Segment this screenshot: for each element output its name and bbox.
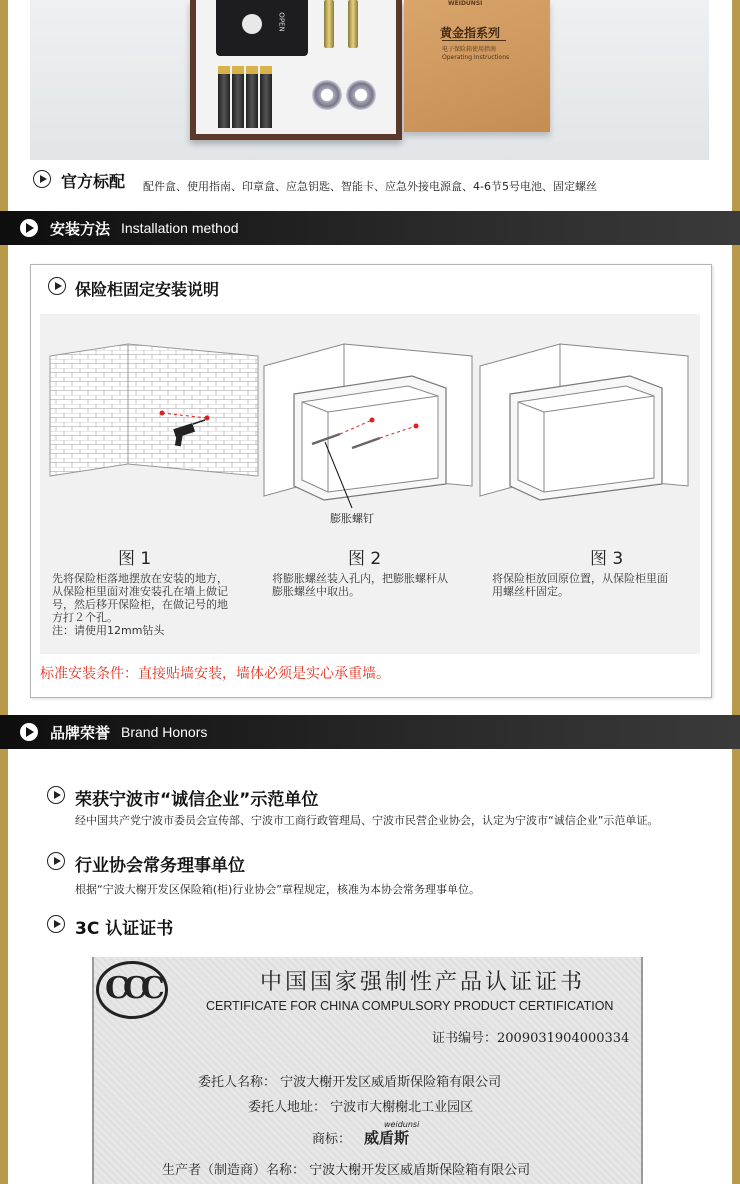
manual-subtitle: 电子保险箱使用指南 <box>442 46 497 53</box>
accessory-tray <box>190 0 402 140</box>
section-bar-honors <box>0 715 740 749</box>
ccc-logo-icon: CCC <box>96 961 168 1019</box>
honor-title-association: 行业协会常务理事单位 <box>75 856 245 876</box>
play-circle-icon <box>20 723 38 741</box>
figure-2-desc-line: 将膨胀螺丝装入孔内，把膨胀螺杆从 <box>272 572 448 585</box>
figure-1-desc-line: 从保险柜里面对准安装孔在墙上做记 <box>52 585 228 598</box>
honor-desc-association: 根据“宁波大榭开发区保险箱(柜)行业协会”章程规定，核准为本协会常务理事单位。 <box>75 883 480 896</box>
play-circle-icon <box>47 915 65 933</box>
play-circle-icon <box>48 277 66 295</box>
figure-3-label: 图 3 <box>590 549 624 569</box>
expansion-bolt-icon <box>348 0 358 48</box>
certificate-title-cn: 中国国家强制性产品认证证书 <box>260 970 586 995</box>
drill-mark-icon <box>370 418 375 423</box>
figure-3-desc-line: 将保险柜放回原位置，从保险柜里面 <box>492 572 668 585</box>
certificate-trademark-en: weidunsi <box>384 1120 420 1129</box>
figure-2-desc-line: 膨胀螺丝中取出。 <box>272 585 360 598</box>
section-title-en: Installation method <box>121 220 239 236</box>
play-circle-icon <box>47 852 65 870</box>
certificate-number: 证书编号：2009031904000334 <box>432 1031 630 1046</box>
figure-3-drawing <box>480 344 688 500</box>
brand-logo-icon <box>242 14 262 34</box>
figure-3-description <box>492 572 668 598</box>
honor-desc-integrity: 经中国共产党宁波市委员会宣传部、宁波市工商行政管理局、宁波市民营企业协会，认定为宁波市“诚信企业”示范单证。 <box>75 814 659 827</box>
installation-title: 保险柜固定安装说明 <box>75 280 220 299</box>
expansion-bolt-icon <box>324 0 334 48</box>
certificate-manufacturer: 生产者（制造商）名称： 宁波大榭开发区威盾斯保险箱有限公司 <box>162 1163 531 1178</box>
certificate-title-en: CERTIFICATE FOR CHINA COMPULSORY PRODUCT CERTIFICATION <box>206 999 614 1013</box>
battery-icon <box>260 66 272 128</box>
honor-title-integrity: 荣获宁波市“诚信企业”示范单位 <box>75 790 319 810</box>
certificate-client-name: 委托人名称： 宁波大榭开发区威盾斯保险箱有限公司 <box>198 1075 502 1090</box>
section-title-cn: 品牌荣誉 <box>50 724 111 742</box>
play-circle-icon <box>20 219 38 237</box>
certificate-trademark-label: 商标： <box>312 1132 352 1147</box>
section-title-cn: 安装方法 <box>50 220 111 238</box>
washer-icon <box>312 80 342 110</box>
section-bar-installation <box>0 211 740 245</box>
smart-card-box <box>216 0 308 56</box>
figure-2-label: 图 2 <box>348 549 382 569</box>
figure-2-drawing <box>264 344 472 525</box>
figure-1-label: 图 1 <box>118 549 152 569</box>
installation-diagram <box>40 314 700 654</box>
battery-icon <box>232 66 244 128</box>
accessories-title: 官方标配 <box>61 172 126 191</box>
play-circle-icon <box>47 786 65 804</box>
figure-3-desc-line: 用螺丝杆固定。 <box>492 585 569 598</box>
figure-1-description <box>52 572 228 637</box>
figure-1-desc-line: 先将保险柜落地摆放在安装的地方， <box>52 572 228 585</box>
certificate-client-address: 委托人地址： 宁波市大榭榭北工业园区 <box>248 1100 474 1115</box>
manual-divider <box>442 40 506 41</box>
accessories-list: 配件盒、使用指南、印章盒、应急钥匙、智能卡、应急外接电源盒、4-6节5号电池、固定螺丝 <box>143 180 597 193</box>
bolt-callout-label: 膨胀螺钉 <box>330 512 374 525</box>
card-open-label: OPEN <box>277 12 286 32</box>
figure-1-drawing <box>50 344 258 476</box>
figure-1-desc-line: 方打２个孔。 <box>52 611 118 624</box>
battery-icon <box>246 66 258 128</box>
manual-title: 黄金指系列 <box>440 26 501 40</box>
washer-icon <box>346 80 376 110</box>
play-circle-icon <box>33 170 51 188</box>
battery-icon <box>218 66 230 128</box>
installation-warning: 标准安装条件：直接贴墙安装，墙体必须是实心承重墙。 <box>40 666 390 682</box>
honor-title-3c: 3C 认证证书 <box>75 919 174 939</box>
figure-2-description <box>272 572 448 598</box>
figure-1-desc-line: 号，然后移开保险柜，在做记号的地 <box>52 598 228 611</box>
ccc-certificate <box>92 957 643 1184</box>
instruction-manual <box>404 0 550 132</box>
drill-mark-icon <box>414 424 419 429</box>
section-title-en: Brand Honors <box>121 724 208 740</box>
figure-1-desc-line: 注：请使用12mm钻头 <box>52 624 165 637</box>
accessories-photo <box>30 0 709 160</box>
certificate-trademark: 威盾斯 <box>364 1129 410 1147</box>
manual-brand: WEIDUNSI <box>448 0 483 7</box>
manual-subtitle-en: Operating Instructions <box>442 54 510 61</box>
standard-accessories <box>33 168 733 196</box>
